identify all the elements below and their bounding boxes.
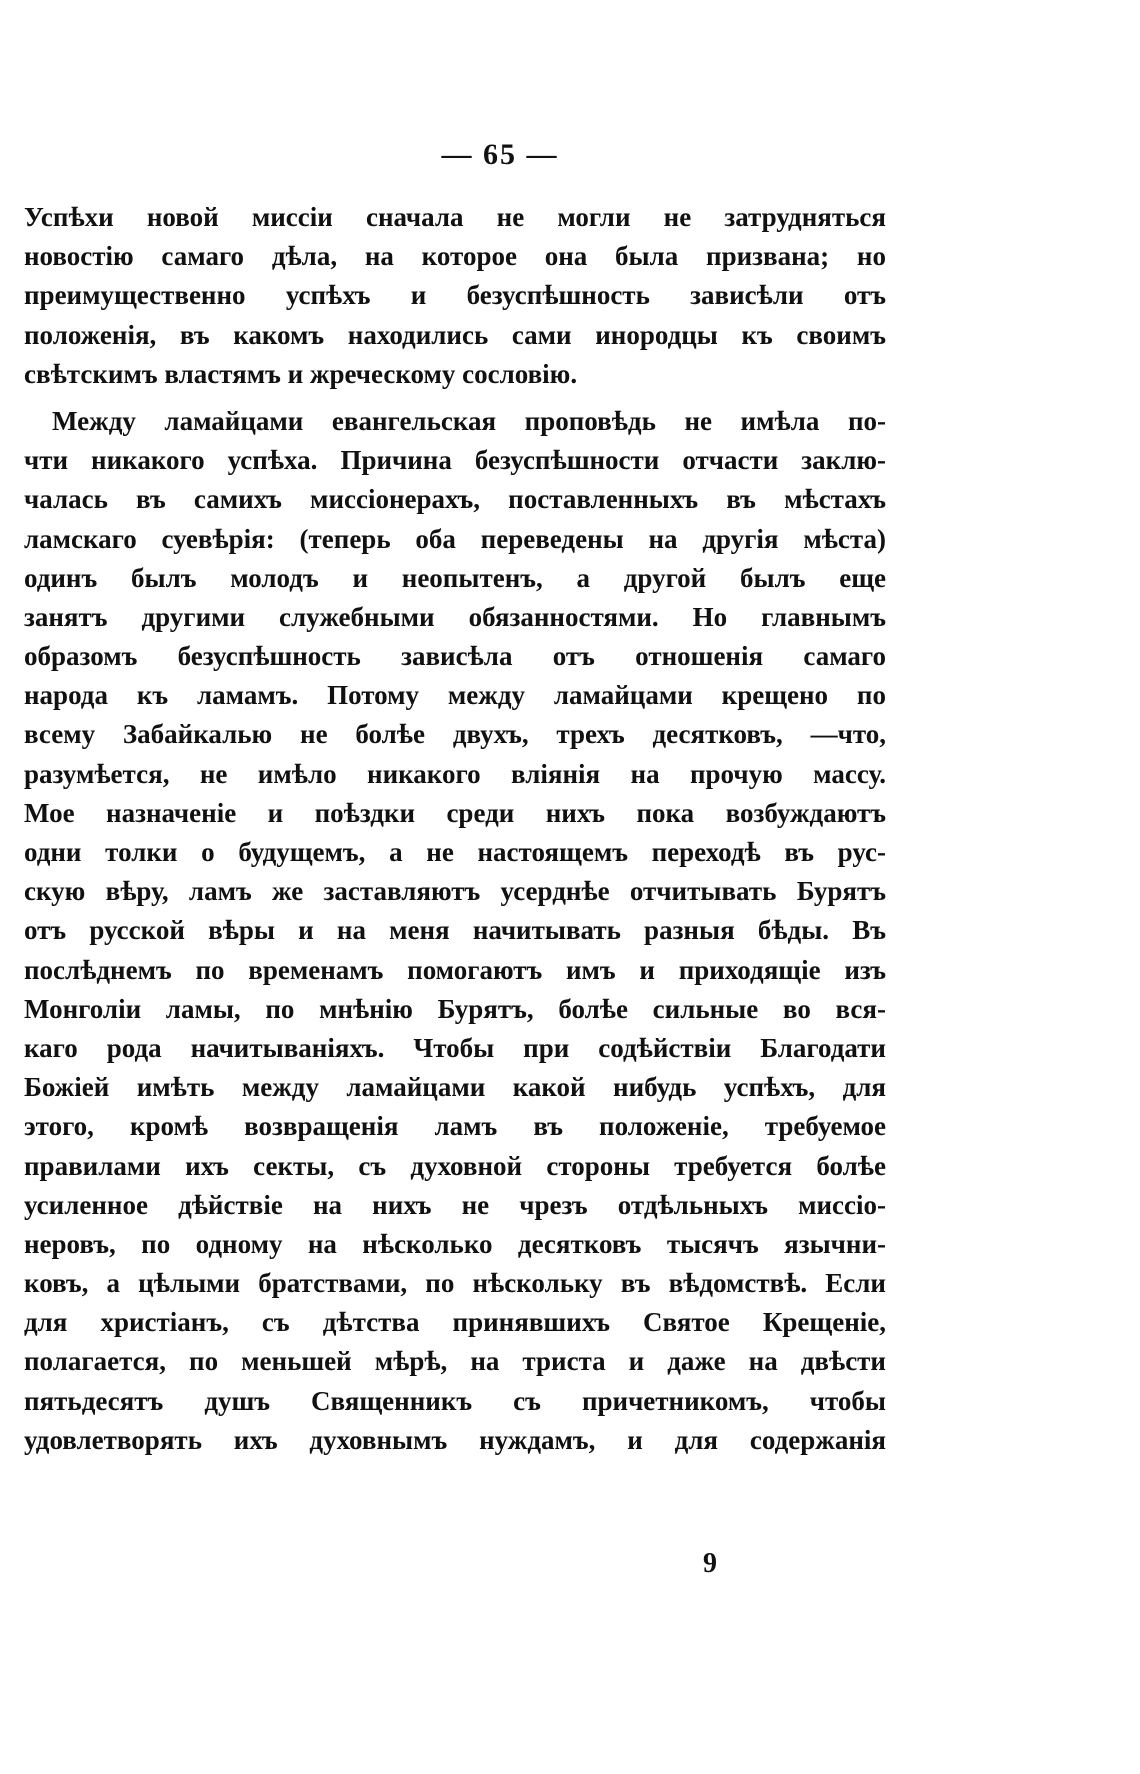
page-number: — 65 — <box>441 138 559 171</box>
text-line: пятьдесятъ душъ Священникъ съ причетникомъ, чтобы <box>24 1385 886 1416</box>
text-line: одинъ былъ молодъ и неопытенъ, а другой былъ еще <box>24 562 886 593</box>
text-line: образомъ безуспѣшность зависѣла отъ отношенія самаго <box>24 641 886 672</box>
text-line: чти никакого успѣха. Причина безуспѣшности отчасти заклю- <box>24 445 886 476</box>
text-line: Божіей имѣть между ламайцами какой нибудь успѣхъ, для <box>24 1072 886 1103</box>
text-line: неровъ, по одному на нѣсколько десятковъ тысячъ язычни- <box>24 1228 886 1259</box>
signature-mark: 9 <box>703 1548 717 1579</box>
text-line: ковъ, а цѣлыми братствами, по нѣскольку въ вѣдомствѣ. Если <box>24 1268 886 1299</box>
text-line: занятъ другими служебными обязанностями. Но главнымъ <box>24 601 886 632</box>
text-line: правилами ихъ секты, съ духовной стороны требуется болѣе <box>24 1150 886 1181</box>
text-line: Монголіи ламы, по мнѣнію Бурятъ, болѣе сильные во вся- <box>24 993 886 1024</box>
text-line: одни толки о будущемъ, а не настоящемъ переходѣ въ рус- <box>24 837 886 867</box>
text-line: чалась въ самихъ миссіонерахъ, поставленныхъ въ мѣстахъ <box>24 484 886 515</box>
text-line: разумѣется, не имѣло никакого вліянія на прочую массу. <box>24 758 886 789</box>
text-line: положенія, въ какомъ находились сами инородцы къ своимъ <box>24 319 886 350</box>
paragraph-1 <box>24 198 886 394</box>
text-line: преимущественно успѣхъ и безуспѣшность зависѣли отъ <box>24 280 886 311</box>
text-line: каго рода начитываніяхъ. Чтобы при содѣйствіи Благодати <box>24 1032 886 1063</box>
text-line: послѣднемъ по временамъ помогаютъ имъ и приходящіе изъ <box>24 954 886 985</box>
text-line: Успѣхи новой миссіи сначала не могли не затрудняться <box>24 202 886 232</box>
text-line: народа къ ламамъ. Потому между ламайцами крещено по <box>24 680 886 711</box>
text-line: Между ламайцами евангельская проповѣдь не имѣла по- <box>52 405 886 436</box>
body-text <box>24 198 886 1460</box>
paragraph-2 <box>24 402 886 1460</box>
text-line: скую вѣру, ламъ же заставляютъ усерднѣе отчитывать Бурятъ <box>24 876 886 907</box>
paragraph-gap <box>24 394 886 402</box>
text-line: новостію самаго дѣла, на которое она была призвана; но <box>24 241 886 272</box>
text-line: всему Забайкалью не болѣе двухъ, трехъ десятковъ, —что, <box>24 719 886 750</box>
text-line: полагается, по меньшей мѣрѣ, на триста и даже на двѣсти <box>24 1346 886 1377</box>
text-line: отъ русской вѣры и на меня начитывать разныя бѣды. Въ <box>24 915 886 946</box>
text-line: удовлетворять ихъ духовнымъ нуждамъ, и для содержанія <box>24 1424 886 1455</box>
text-line: Мое назначеніе и поѣздки среди нихъ пока возбуждаютъ <box>24 797 886 828</box>
text-line: для христіанъ, съ дѣтства принявшихъ Святое Крещеніе, <box>24 1307 886 1338</box>
text-line: ламскаго суевѣрія: (теперь оба переведены на другія мѣста) <box>24 523 886 554</box>
text-line: свѣтскимъ властямъ и жреческому сословію. <box>24 358 578 389</box>
text-line: этого, кромѣ возвращенія ламъ въ положеніе, требуемое <box>24 1111 886 1142</box>
text-line: усиленное дѣйствіе на нихъ не чрезъ отдѣльныхъ миссіо- <box>24 1189 886 1220</box>
